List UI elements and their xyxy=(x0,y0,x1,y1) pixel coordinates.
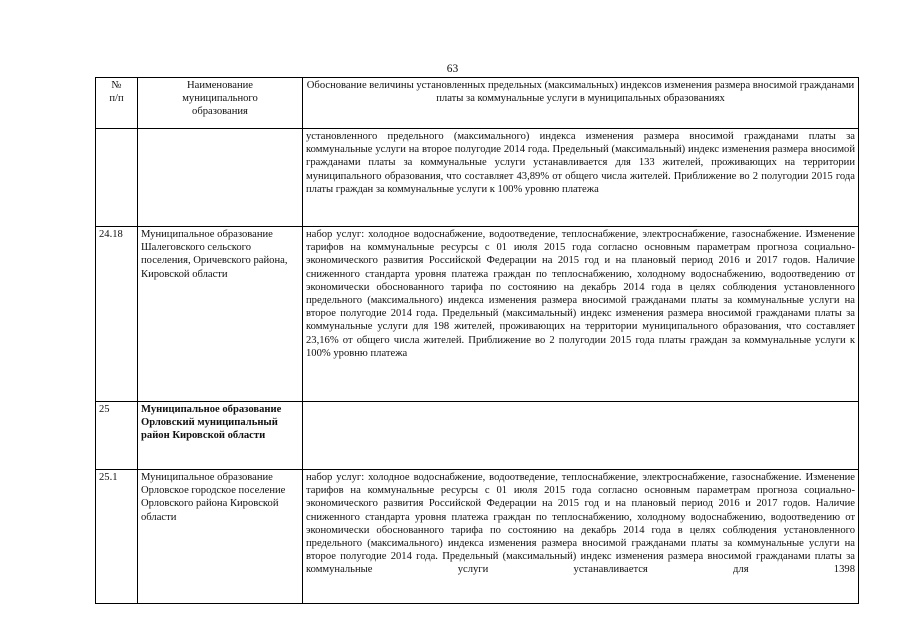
row-number-cell: 24.18 xyxy=(96,227,138,402)
header-justification-label: Обоснование величины установленных предельных (максимальных) индексов изменения размера вносимой гражданами платы за коммунальные услуги в муниципальных образованиях xyxy=(306,80,855,104)
row-justification-text: набор услуг: холодное водоснабжение, водоотведение, теплоснабжение, электроснабжение, газоснабжение. Изменение тарифов на коммунальные ресурсы с 01 июля 2015 года согласно основным параметрам прогноза социально-экономического развития Российской Федерации на 2015 год и на плановый период 2016 и 2017 годов. Наличие сниженного стандарта уровня платежа граждан по теплоснабжению, холодному водоснабжению, водоотведению от экономически обоснованного тарифа по состоянию на декабрь 2014 года в целях соблюдения установленного предельного (максимального) индекса изменения размера вносимой гражданами платы за коммунальные услуги на второе полугодие 2014 года. Предельный (максимальный) индекс изменения размера вносимой гражданами платы за коммунальные услуги для 198 жителей, проживающих на территории муниципального образования, что составляет 23,16% от общего числа жителей. Приближение во 2 полугодии 2015 года платы граждан за коммунальные услуги к 100% уровню платежа xyxy=(306,229,855,359)
row-number-cell xyxy=(96,129,138,227)
row-justification-cell xyxy=(303,470,859,604)
row-justification-text: набор услуг: холодное водоснабжение, водоотведение, теплоснабжение, электроснабжение, газоснабжение. Изменение тарифов на коммунальные ресурсы с 01 июля 2015 года согласно основным параметрам прогноза социально-экономического развития Российской Федерации на 2015 год и на плановый период 2016 и 2017 годов. Наличие сниженного стандарта уровня платежа граждан по теплоснабжению, холодному водоснабжению, водоотведению от экономически обоснованного тарифа по состоянию на декабрь 2014 года в целях соблюдения установленного предельного (максимального) индекса изменения размера вносимой гражданами платы за коммунальные услуги на второе полугодие 2014 года. Предельный (максимальный) индекс изменения размера вносимой гражданами платы за коммунальные услуги устанавливается для 1398 xyxy=(306,472,855,576)
row-number-cell: 25.1 xyxy=(96,470,138,604)
header-justification-cell xyxy=(303,78,859,129)
header-number-cell xyxy=(96,78,138,129)
header-name-label: Наименование муниципального образования xyxy=(182,80,258,117)
row-name-cell: Муниципальное образование Орловский муниципальный район Кировской области xyxy=(138,402,303,470)
table-row xyxy=(96,129,859,227)
table-header-row xyxy=(96,78,859,129)
row-justification-cell xyxy=(303,129,859,227)
row-number-cell: 25 xyxy=(96,402,138,470)
municipal-index-table xyxy=(95,77,859,604)
table-row xyxy=(96,470,859,604)
row-justification-cell xyxy=(303,402,859,470)
page-number: 63 xyxy=(446,63,459,75)
row-name-cell: Муниципальное образование Шалеговского сельского поселения, Оричевского района, Кировской области xyxy=(138,227,303,402)
header-number-label: № п/п xyxy=(109,80,124,104)
row-name-cell: Муниципальное образование Орловское городское поселение Орловского района Кировской области xyxy=(138,470,303,604)
table-row xyxy=(96,402,859,470)
row-name-cell xyxy=(138,129,303,227)
row-justification-text: установленного предельного (максимального) индекса изменения размера вносимой гражданами платы за коммунальные услуги на второе полугодие 2014 года. Предельный (максимальный) индекс изменения размера вносимой гражданами платы за коммунальные услуги устанавливается для 133 жителей, проживающих на территории муниципального образования, что составляет 43,89% от общего числа жителей. Приближение во 2 полугодии 2015 года платы граждан за коммунальные услуги к 100% уровню платежа xyxy=(306,131,855,195)
table-row xyxy=(96,227,859,402)
row-justification-cell xyxy=(303,227,859,402)
header-name-cell xyxy=(138,78,303,129)
